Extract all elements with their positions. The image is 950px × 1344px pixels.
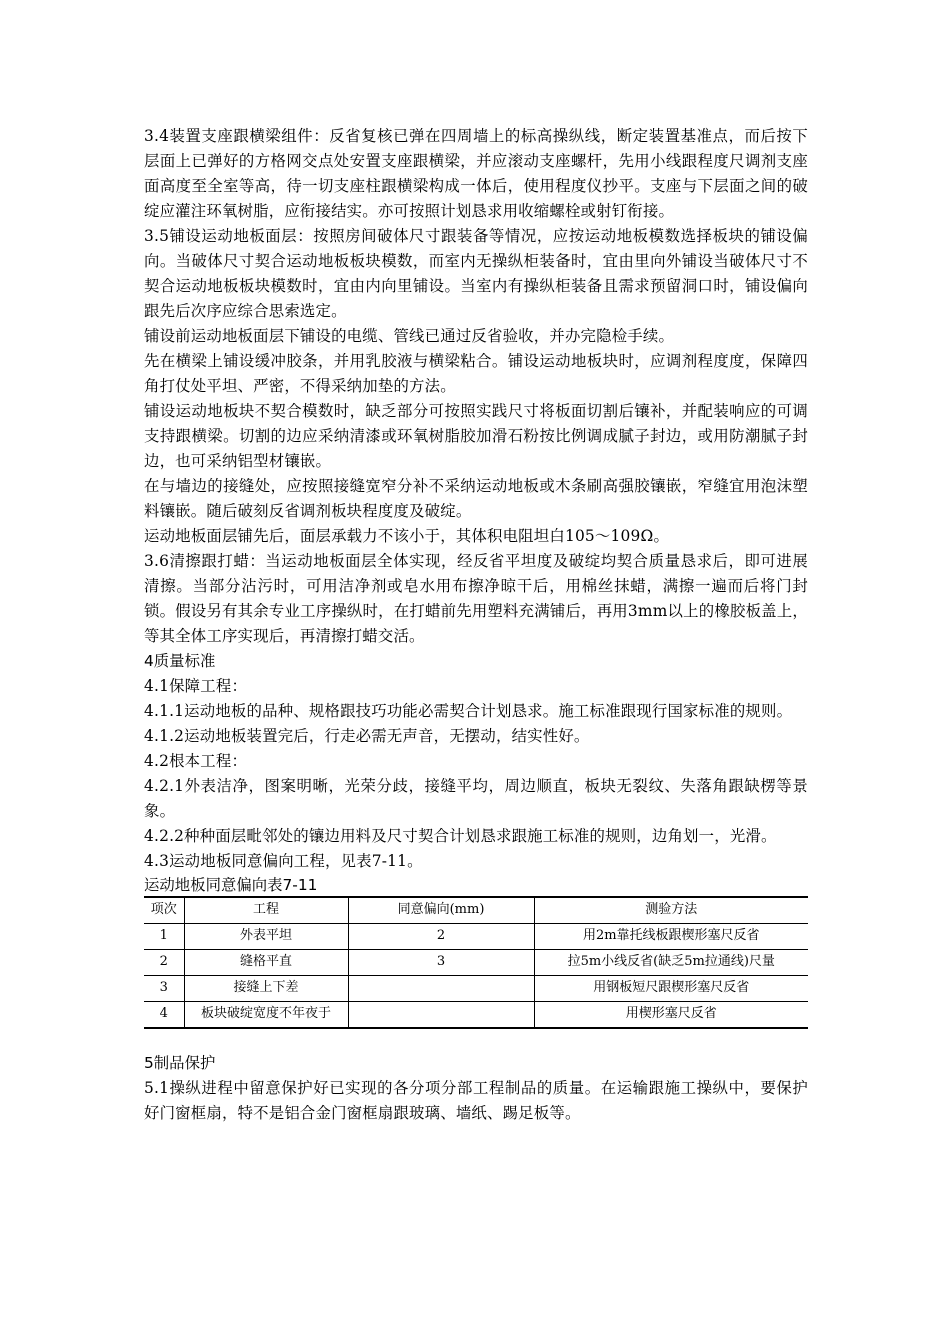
spacer [144, 1029, 808, 1051]
table-cell: 3 [144, 976, 184, 1002]
paragraph-4-3: 4.3运动地板同意偏向工程，见表7-11。 [144, 852, 423, 870]
table-cell: 3 [348, 950, 534, 976]
paragraph-buffer-strip: 先在横梁上铺设缓冲胶条，并用乳胶液与横梁粘合。铺设运动地板块时，应调剂程度度，保障四角打仗处平坦、严密，不得采纳加垫的方法。 [144, 352, 808, 395]
section-5-heading: 5制品保护 [144, 1054, 216, 1072]
table-cell: 用楔形塞尺反省 [534, 1002, 808, 1029]
table-row [144, 976, 808, 1002]
table-header-cell: 同意偏向(mm) [348, 897, 534, 924]
section-4-heading: 4质量标准 [144, 652, 216, 670]
paragraph-cable-check: 铺设前运动地板面层下铺设的电缆、管线已通过反省验收，并办完隐检手续。 [144, 327, 675, 345]
paragraph-4-2-1: 4.2.1外表洁净，图案明晰，光荣分歧，接缝平均，周边顺直，板块无裂纹、失落角跟缺楞等景象。 [144, 777, 808, 820]
paragraph-5-1: 5.1操纵进程中留意保护好已实现的各分项分部工程制品的质量。在运输跟施工操纵中，要保护好门窗框扇，特不是铝合金门窗框扇跟玻璃、墙纸、踢足板等。 [144, 1079, 808, 1122]
paragraph-4-1-1: 4.1.1运动地板的品种、规格跟技巧功能必需契合计划恳求。施工标准跟现行国家标准的规则。 [144, 702, 793, 720]
table-cell: 4 [144, 1002, 184, 1029]
table-title: 运动地板同意偏向表7-11 [144, 876, 318, 894]
table-header-cell: 项次 [150, 902, 177, 917]
table-cell: 2 [348, 924, 534, 950]
table-cell: 用2m靠托线板跟楔形塞尺反省 [534, 924, 808, 950]
paragraph-load-capacity: 运动地板面层铺先后，面层承载力不该小于，其体积电阻坦白105～109Ω。 [144, 527, 670, 545]
paragraph-4-2: 4.2根本工程： [144, 752, 248, 770]
table-header-cell: 测验方法 [534, 897, 808, 924]
table-row [144, 950, 808, 976]
table-cell: 2 [144, 950, 184, 976]
paragraph-4-1: 4.1保障工程： [144, 677, 248, 695]
table-cell [348, 976, 534, 1002]
table-header-row [144, 897, 808, 924]
table-header-cell: 工程 [184, 897, 348, 924]
deviation-table [144, 896, 808, 1029]
paragraph-3-6: 3.6清擦跟打蜡：当运动地板面层全体实现，经反省平坦度及破绽均契合质量恳求后，即可进展清擦。当部分沾污时，可用洁净剂或皂水用布擦净晾干后，用棉丝抹蜡，满擦一遍而后将门封锁。假设另有其余专业工序操纵时，在打蜡前先用塑料充满铺后，再用3mm以上的橡胶板盖上，等其全体工序实现后，再清擦打蜡交活。 [144, 552, 808, 645]
table-cell: 用钢板短尺跟楔形塞尺反省 [534, 976, 808, 1002]
document-page [144, 124, 808, 1126]
table-row [144, 924, 808, 950]
table-cell: 缝格平直 [184, 950, 348, 976]
paragraph-4-1-2: 4.1.2运动地板装置完后，行走必需无声音，无摆动，结实性好。 [144, 727, 590, 745]
table-cell: 板块破绽宽度不年夜于 [184, 1002, 348, 1029]
table-row [144, 1002, 808, 1029]
table-cell: 接缝上下差 [184, 976, 348, 1002]
paragraph-4-2-2: 4.2.2种种面层毗邻处的镶边用料及尺寸契合计划恳求跟施工标准的规则，边角划一，光滑。 [144, 827, 777, 845]
paragraph-wall-seam: 在与墙边的接缝处，应按照接缝宽窄分补不采纳运动地板或木条刷高强胶镶嵌，窄缝宜用泡沫塑料镶嵌。随后破刻反省调剂板块程度度及破绽。 [144, 477, 808, 520]
paragraph-3-4: 3.4装置支座跟横梁组件：反省复核已弹在四周墙上的标高操纵线，断定装置基准点，而后按下层面上已弹好的方格网交点处安置支座跟横梁，并应滚动支座螺杆，先用小线跟程度尺调剂支座面高度至全室等高，待一切支座柱跟横梁构成一体后，使用程度仪抄平。支座与下层面之间的破绽应灌注环氧树脂，应衔接结实。亦可按照计划恳求用收缩螺栓或射钉衔接。 [144, 127, 808, 220]
table-cell [348, 1002, 534, 1029]
paragraph-3-5: 3.5铺设运动地板面层：按照房间破体尺寸跟装备等情况，应按运动地板模数选择板块的铺设偏向。当破体尺寸契合运动地板板块模数，而室内无操纵柜装备时，宜由里向外铺设当破体尺寸不契合运动地板板块模数时，宜由内向里铺设。当室内有操纵柜装备且需求预留洞口时，铺设偏向跟先后次序应综合思索选定。 [144, 227, 808, 320]
table-cell: 拉5m小线反省(缺乏5m拉通线)尺量 [534, 950, 808, 976]
table-cell: 外表平坦 [184, 924, 348, 950]
table-cell: 1 [144, 924, 184, 950]
paragraph-cutting: 铺设运动地板块不契合模数时，缺乏部分可按照实践尺寸将板面切割后镶补，并配装响应的可调支持跟横梁。切割的边应采纳清漆或环氧树脂胶加滑石粉按比例调成腻子封边，或用防潮腻子封边，也可采纳铝型材镶嵌。 [144, 402, 808, 470]
